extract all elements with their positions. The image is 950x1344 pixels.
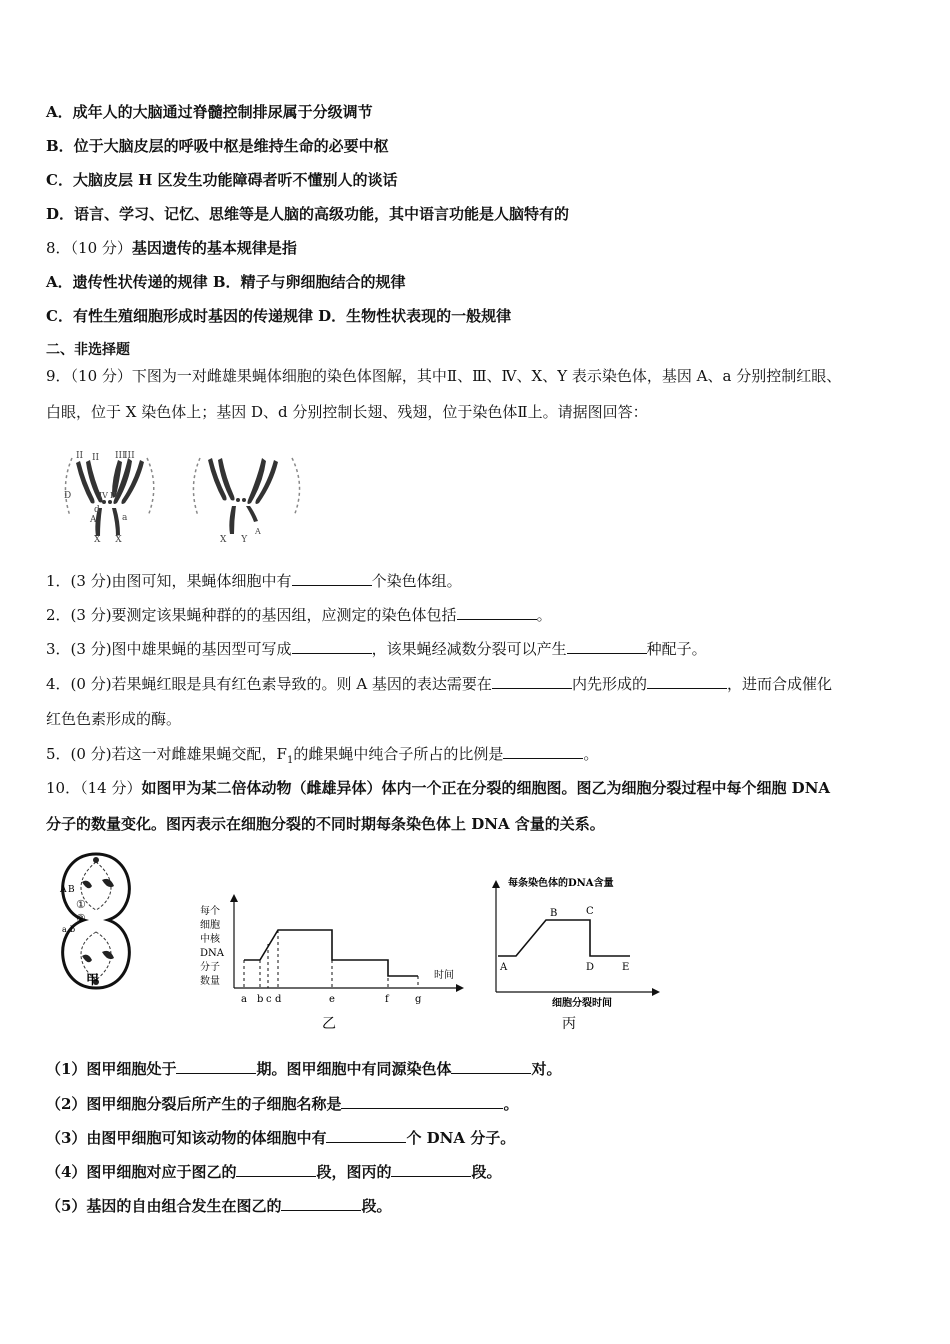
q7-option-b: B．位于大脑皮层的呼吸中枢是维持生命的必要中枢 [46,137,389,155]
male-gene-a: A [255,527,261,536]
q7-option-c: C．大脑皮层 H 区发生功能障碍者听不懂别人的谈话 [46,171,398,189]
q9-subquestion-4-cont: 红色色素形成的酶。 [46,710,182,728]
answer-blank[interactable] [451,1058,531,1074]
q8-options-ab: A．遗传性状传递的规律 B．精子与卵细胞结合的规律 [46,273,406,291]
q7-option-d: D．语言、学习、记忆、思维等是人脑的高级功能，其中语言功能是人脑特有的 [46,205,570,223]
answer-blank[interactable] [326,1127,406,1143]
figure-bing-point-e: E [622,962,630,973]
figure-yi-ylabel-3: 中核 [200,934,220,945]
answer-blank[interactable] [292,638,372,654]
q9-subquestion-2: 2．(3 分)要测定该果蝇种群的的基因组，应测定的染色体包括 。 [46,606,552,624]
female-roman-label-iv-2: IV [110,491,119,500]
figure-jia-label-a: A [60,885,67,895]
figure-yi-xlabel: 时间 [434,970,454,981]
figure-yi-tick-b: b [257,994,264,1005]
figure-bing-graph [492,880,660,996]
answer-blank[interactable] [492,673,572,689]
figure-jia-label-circle-1: ① [76,898,86,911]
female-roman-label-ii: II [76,451,84,461]
q10-subquestion-2: （2）图甲细胞分裂后所产生的子细胞名称是 。 [46,1095,519,1113]
figure-bing-xlabel: 细胞分裂时间 [552,998,612,1009]
female-gene-d-lower: d [94,505,100,515]
male-karyotype [193,458,299,534]
figure-bing-point-a: A [500,962,508,973]
answer-blank[interactable] [503,743,583,759]
female-gene-a-lower: a [122,513,128,523]
figure-yi-tick-d: d [275,994,282,1005]
figure-yi-tick-a: a [241,994,247,1005]
female-roman-label-iii-2: III [124,451,135,461]
figure-yi-ylabel-2: 细胞 [200,920,220,931]
q10-subquestion-1: （1）图甲细胞处于 期。图甲细胞中有同源染色体 对。 [46,1060,562,1078]
q9-subquestion-1: 1．(3 分)由图可知，果蝇体细胞中有 个染色体组。 [46,572,462,590]
female-sex-chromosome-label: X X [94,535,122,545]
section-heading: 二、非选择题 [46,342,130,358]
answer-blank[interactable] [457,604,537,620]
q9-karyotype-figure [52,446,312,548]
q8-options-cd: C．有性生殖细胞形成时基因的传递规律 D．生物性状表现的一般规律 [46,307,512,325]
female-roman-label-ii-2: II [92,453,100,463]
q8-stem: 8．（10 分）基因遗传的基本规律是指 [46,239,297,257]
q9-subquestion-3: 3．(3 分)图中雄果蝇的基因型可写成 ，该果蝇经减数分裂可以产生 种配子。 [46,640,707,658]
figure-jia-label-b: B [68,885,75,895]
answer-blank[interactable] [281,1195,361,1211]
figure-bing-point-c: C [586,906,594,917]
figure-jia-label-circle-2: ② [76,912,86,925]
female-gene-d: D [64,491,72,501]
figure-yi-ylabel-6: 数量 [200,976,220,987]
figure-yi-tick-c: c [266,994,272,1005]
figure-bing-caption: 丙 [562,1016,576,1032]
figure-jia-caption: 甲 [86,973,100,988]
female-roman-label-iv: IV [99,491,108,500]
answer-blank[interactable] [176,1058,256,1074]
figure-bing-ylabel: 每条染色体的DNA含量 [508,878,614,889]
q9-subquestion-4: 4．(0 分)若果蝇红眼是具有红色素导致的。则 A 基因的表达需要在 内先形成的 ，进而合成催化 [46,675,832,693]
female-roman-label-iii: III [115,451,126,461]
answer-blank[interactable] [236,1161,316,1177]
figure-yi-ylabel-4: DNA [200,948,224,959]
figure-jia-cell [63,854,130,988]
answer-blank[interactable] [567,638,647,654]
q10-stem-line2: 分子的数量变化。图丙表示在细胞分裂的不同时期每条染色体上 DNA 含量的关系。 [46,815,605,833]
figure-jia-label-b-lower: b [70,925,76,934]
q10-subquestion-4: （4）图甲细胞对应于图乙的 段，图丙的 段。 [46,1163,502,1181]
q10-subquestion-5: （5）基因的自由组合发生在图乙的 段。 [46,1197,392,1215]
figure-bing-point-b: B [550,908,558,919]
figure-yi-tick-f: f [385,994,389,1005]
q10-stem-line1: 10．（14 分）如图甲为某二倍体动物（雌雄异体）体内一个正在分裂的细胞图。图乙为细胞分裂过程中每个细胞 DNA [46,779,831,797]
figure-yi-tick-g: g [415,994,422,1005]
q10-figures [46,848,660,1032]
answer-blank[interactable] [391,1161,471,1177]
figure-yi-ylabel-5: 分子 [200,962,220,973]
male-sex-chromosome-label: X Y [220,535,248,545]
figure-yi-tick-e: e [329,994,335,1005]
figure-jia-label-a-lower: a [62,925,67,934]
figure-bing-point-d: D [586,962,595,973]
q9-stem-line1: 9．（10 分）下图为一对雌雄果蝇体细胞的染色体图解，其中Ⅱ、Ⅲ、Ⅳ、X、Y 表示染色体，基因 A、a 分别控制红眼、 [46,367,842,385]
q10-subquestion-3: （3）由图甲细胞可知该动物的体细胞中有 个 DNA 分子。 [46,1129,516,1147]
female-gene-a: A [90,515,97,525]
answer-blank[interactable] [341,1093,503,1109]
figure-yi-caption: 乙 [322,1016,336,1032]
answer-blank[interactable] [292,570,372,586]
figure-yi-graph [230,894,464,992]
q7-option-a: A．成年人的大脑通过脊髓控制排尿属于分级调节 [46,103,373,121]
figure-yi-ylabel-1: 每个 [200,906,220,917]
q9-stem-line2: 白眼，位于 X 染色体上；基因 D、d 分别控制长翅、残翅，位于染色体Ⅱ上。请据图回答： [46,403,648,421]
q9-subquestion-5: 5．(0 分)若这一对雌雄果蝇交配，$F_1$的雌果蝇中纯合子所占的比例是 。 [46,745,599,766]
answer-blank[interactable] [647,673,727,689]
